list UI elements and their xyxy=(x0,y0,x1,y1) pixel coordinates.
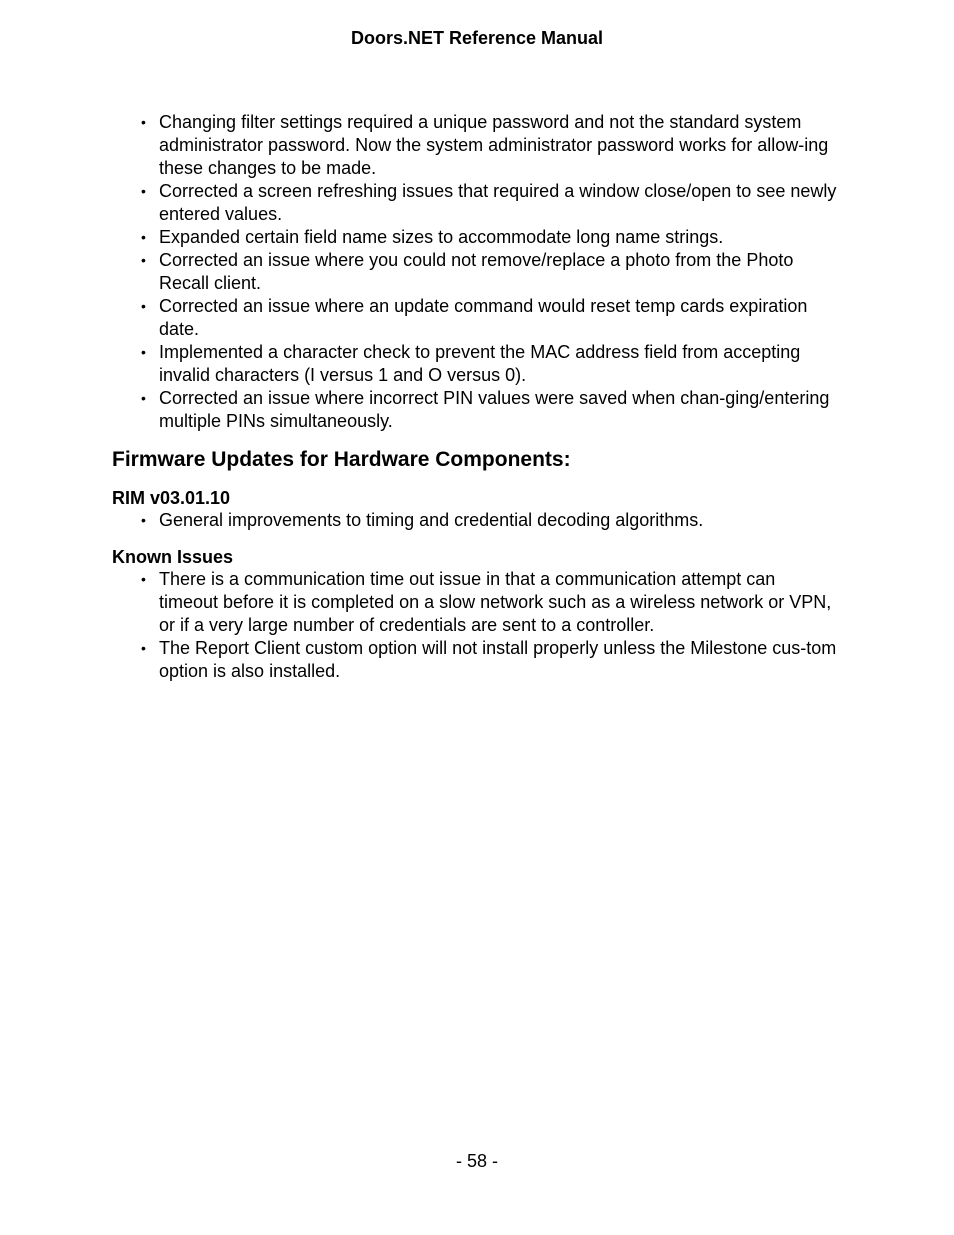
bullet-icon: • xyxy=(141,114,146,130)
bullet-icon: • xyxy=(141,298,146,314)
bullet-icon: • xyxy=(141,571,146,587)
bullet-icon: • xyxy=(141,344,146,360)
page-content xyxy=(112,111,837,683)
bullet-icon: • xyxy=(141,183,146,199)
fixes-list xyxy=(112,111,837,433)
bullet-icon: • xyxy=(141,252,146,268)
bullet-icon: • xyxy=(141,390,146,406)
list-item xyxy=(112,295,837,341)
list-item-text: Corrected an issue where you could not remove/replace a photo from the Photo Recall client. xyxy=(159,250,794,293)
list-item-text: Implemented a character check to prevent the MAC address field from accepting invalid characters (I versus 1 and O versus 0). xyxy=(159,342,801,385)
list-item-text: Changing filter settings required a unique password and not the standard system administrator password. Now the system administrator password works for allow-ing these changes to be made. xyxy=(159,112,829,178)
list-item-text: General improvements to timing and credential decoding algorithms. xyxy=(159,510,704,530)
list-item xyxy=(112,111,837,180)
list-item xyxy=(112,568,837,637)
list-item xyxy=(112,249,837,295)
rim-list xyxy=(112,509,837,532)
list-item xyxy=(112,509,837,532)
list-item-text: Corrected an issue where incorrect PIN values were saved when chan-ging/entering multiple PINs simultaneously. xyxy=(159,388,830,431)
page-header: Doors.NET Reference Manual xyxy=(350,28,604,48)
rim-heading: RIM v03.01.10 xyxy=(112,488,231,508)
list-item xyxy=(112,180,837,226)
bullet-icon: • xyxy=(141,640,146,656)
page-number: - 58 - xyxy=(455,1151,498,1171)
list-item xyxy=(112,226,837,249)
bullet-icon: • xyxy=(141,512,146,528)
list-item xyxy=(112,341,837,387)
list-item-text: Corrected a screen refreshing issues that required a window close/open to see newly entered values. xyxy=(159,181,837,224)
list-item-text: Corrected an issue where an update command would reset temp cards expiration date. xyxy=(159,296,808,339)
firmware-heading: Firmware Updates for Hardware Components: xyxy=(112,448,571,471)
known-issues-heading: Known Issues xyxy=(112,547,234,567)
list-item-text: Expanded certain field name sizes to accommodate long name strings. xyxy=(159,227,724,247)
known-issues-list xyxy=(112,568,837,683)
list-item xyxy=(112,637,837,683)
list-item-text: There is a communication time out issue in that a communication attempt can timeout before it is completed on a slow network such as a wireless network or VPN, or if a very large number of credentials are sent to a controller. xyxy=(159,569,832,635)
bullet-icon: • xyxy=(141,229,146,245)
list-item xyxy=(112,387,837,433)
list-item-text: The Report Client custom option will not install properly unless the Milestone cus-tom option is also installed. xyxy=(159,638,837,681)
